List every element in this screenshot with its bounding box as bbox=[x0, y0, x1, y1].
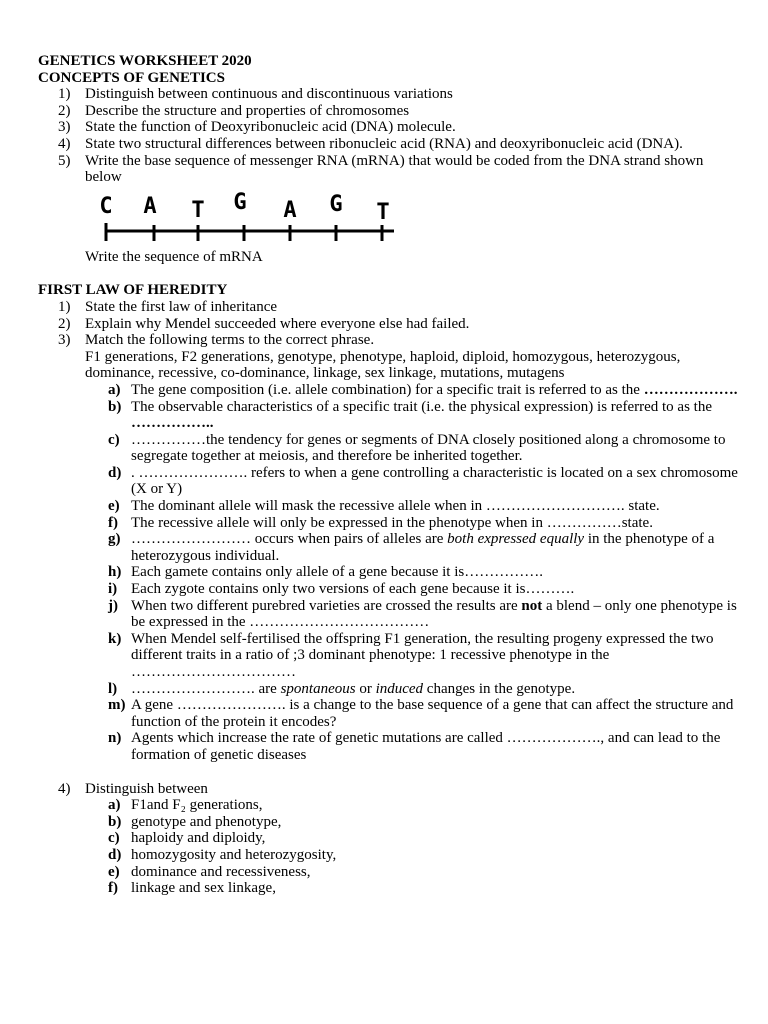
sub-text: haploidy and diploidy, bbox=[131, 830, 266, 847]
phrase-letter: h) bbox=[108, 564, 122, 581]
distinguish-c bbox=[38, 830, 738, 847]
phrase-letter: b) bbox=[108, 398, 122, 415]
phrase-h bbox=[38, 564, 738, 581]
phrase-text: The observable characteristics of a specific trait (i.e. the physical expression) is referred to as the bbox=[131, 398, 713, 415]
law-question-4 bbox=[38, 781, 738, 798]
phrase-m bbox=[38, 697, 738, 730]
phrase-text: ……………the tendency for genes or segments of DNA closely positioned along a chromosome to segregate together at meiosis, and therefore be inherited together. bbox=[131, 431, 726, 465]
question-4 bbox=[38, 136, 738, 153]
answer-blank: ………………. bbox=[643, 381, 738, 398]
dna-base-letter: G bbox=[329, 191, 343, 217]
question-number: 3) bbox=[58, 119, 71, 136]
question-2 bbox=[38, 103, 738, 120]
sub-text: homozygosity and heterozygosity, bbox=[131, 846, 337, 863]
phrase-text: The recessive allele will only be expressed in the phenotype when in ……………state. bbox=[131, 514, 653, 531]
phrase-c bbox=[38, 432, 738, 465]
distinguish-d bbox=[38, 847, 738, 864]
phrase-text: A gene …………………. is a change to the base sequence of a gene that can affect the structure and function of the protein it encodes? bbox=[131, 697, 734, 730]
sub-text: linkage and sex linkage, bbox=[131, 880, 276, 897]
phrase-e bbox=[38, 498, 738, 515]
phrase-i bbox=[38, 581, 738, 598]
question-number: 4) bbox=[58, 135, 71, 152]
phrase-d bbox=[38, 465, 738, 498]
phrase-letter: a) bbox=[108, 381, 121, 398]
dna-base-letter: A bbox=[143, 193, 157, 219]
phrase-text: Each zygote contains only two versions of each gene because it is………. bbox=[131, 581, 575, 598]
law-question-3 bbox=[38, 332, 738, 349]
phrase-letter: j) bbox=[108, 597, 118, 614]
phrase-letter: e) bbox=[108, 498, 120, 515]
phrase-letter: i) bbox=[108, 581, 118, 598]
phrase-letter: k) bbox=[108, 630, 122, 647]
phrase-text: When Mendel self-fertilised the offspring F1 generation, the resulting progeny expressed the two different traits in a ratio of ;3 dominant phenotype: 1 recessive phenotype in the …………………………… bbox=[131, 630, 714, 680]
law-question-1 bbox=[38, 299, 738, 316]
question-text: Describe the structure and properties of chromosomes bbox=[85, 102, 410, 119]
question-1 bbox=[38, 86, 738, 103]
phrase-text: Agents which increase the rate of genetic mutations are called ………………., and can lead to the formation of genetic diseases bbox=[131, 730, 721, 763]
section-heading-concepts: CONCEPTS OF GENETICS bbox=[38, 69, 225, 86]
phrase-k bbox=[38, 631, 738, 681]
phrase-text: The dominant allele will mask the recessive allele when in ………………………. state. bbox=[131, 498, 660, 515]
phrase-emphasis: spontaneous bbox=[280, 680, 356, 697]
phrase-text: When two different purebred varieties are crossed the results are bbox=[131, 597, 522, 614]
phrase-text: The gene composition (i.e. allele combination) for a specific trait is referred to as the bbox=[131, 381, 644, 398]
phrase-l bbox=[38, 681, 738, 698]
distinguish-f bbox=[38, 880, 738, 897]
sub-text: dominance and recessiveness, bbox=[131, 863, 311, 880]
distinguish-b bbox=[38, 814, 738, 831]
answer-blank: …………….. bbox=[131, 415, 214, 432]
sub-letter: b) bbox=[108, 813, 122, 830]
phrase-bold: not bbox=[521, 597, 543, 614]
question-number: 2) bbox=[58, 315, 71, 332]
phrase-n bbox=[38, 730, 738, 763]
dna-base-letter: A bbox=[283, 197, 297, 223]
sub-letter: a) bbox=[108, 797, 121, 814]
phrase-letter: m) bbox=[108, 697, 126, 714]
question-3 bbox=[38, 119, 738, 136]
question-text: Match the following terms to the correct phrase. bbox=[85, 332, 375, 349]
law-question-2 bbox=[38, 316, 738, 333]
phrase-text: …………………… occurs when pairs of alleles are bbox=[131, 531, 448, 548]
question-number: 1) bbox=[58, 298, 71, 315]
phrase-text: in the phenotype of a heterozygous individual. bbox=[131, 531, 715, 564]
question-5 bbox=[38, 153, 738, 186]
phrase-b bbox=[38, 399, 738, 432]
phrase-text: ……………………. are bbox=[131, 680, 281, 697]
question-number: 1) bbox=[58, 86, 71, 103]
question-number: 2) bbox=[58, 102, 71, 119]
dna-base-letter: T bbox=[376, 199, 390, 225]
question-text: Distinguish between continuous and discontinuous variations bbox=[85, 86, 453, 103]
worksheet-page bbox=[38, 53, 738, 897]
phrase-letter: d) bbox=[108, 464, 122, 481]
mrna-prompt: Write the sequence of mRNA bbox=[85, 248, 263, 265]
dna-strand-figure bbox=[38, 189, 738, 245]
phrase-text: Each gamete contains only allele of a gene because it is……………. bbox=[131, 564, 543, 581]
dna-strand-diagram bbox=[98, 189, 408, 245]
worksheet-title: GENETICS WORKSHEET 2020 bbox=[38, 53, 252, 69]
question-text: State the function of Deoxyribonucleic acid (DNA) molecule. bbox=[85, 119, 456, 136]
dna-base-letter: G bbox=[233, 189, 247, 215]
sub-letter: c) bbox=[108, 830, 120, 847]
sub-letter: d) bbox=[108, 846, 122, 863]
phrase-letter: c) bbox=[108, 431, 120, 448]
question-number: 4) bbox=[58, 780, 71, 797]
question-text: Distinguish between bbox=[85, 780, 208, 797]
sub-letter: f) bbox=[108, 880, 118, 897]
dna-base-letter: T bbox=[191, 197, 205, 223]
phrase-text: . …………………. refers to when a gene controlling a characteristic is located on a sex chromosome (X or Y) bbox=[131, 464, 738, 498]
phrase-letter: g) bbox=[108, 531, 121, 548]
question-text: State two structural differences between ribonucleic acid (RNA) and deoxyribonucleic acid (DNA). bbox=[85, 135, 683, 152]
phrase-letter: n) bbox=[108, 730, 122, 747]
phrase-letter: f) bbox=[108, 514, 118, 531]
phrase-g bbox=[38, 531, 738, 564]
phrase-emphasis: both expressed equally bbox=[447, 531, 585, 548]
distinguish-e bbox=[38, 864, 738, 881]
terms-list: F1 generations, F2 generations, genotype, phenotype, haploid, diploid, homozygous, heterozygous, dominance, recessive, co-dominance, linkage, sex linkage, mutations, mutagens bbox=[85, 348, 681, 382]
phrase-j bbox=[38, 598, 738, 631]
question-number: 5) bbox=[58, 152, 71, 169]
phrase-text: or bbox=[355, 680, 376, 697]
sub-text: genotype and phenotype, bbox=[131, 813, 282, 830]
phrase-text: changes in the genotype. bbox=[423, 680, 576, 697]
question-text: State the first law of inheritance bbox=[85, 298, 278, 315]
question-text: Write the base sequence of messenger RNA (mRNA) that would be coded from the DNA strand shown below bbox=[85, 152, 704, 186]
phrase-f bbox=[38, 515, 738, 532]
question-number: 3) bbox=[58, 332, 71, 349]
dna-base-letter: C bbox=[99, 193, 113, 219]
phrase-letter: l) bbox=[108, 680, 118, 697]
sub-letter: e) bbox=[108, 863, 120, 880]
phrase-text: a blend – only one phenotype is be expressed in the ……………………………… bbox=[131, 597, 737, 631]
question-text: Explain why Mendel succeeded where everyone else had failed. bbox=[85, 315, 470, 332]
phrase-a bbox=[38, 382, 738, 399]
section-heading-first-law: FIRST LAW OF HEREDITY bbox=[38, 282, 228, 299]
distinguish-a bbox=[38, 797, 738, 814]
phrase-emphasis: induced bbox=[375, 680, 424, 697]
sub-text: F1and F₂ generations, bbox=[131, 797, 263, 814]
